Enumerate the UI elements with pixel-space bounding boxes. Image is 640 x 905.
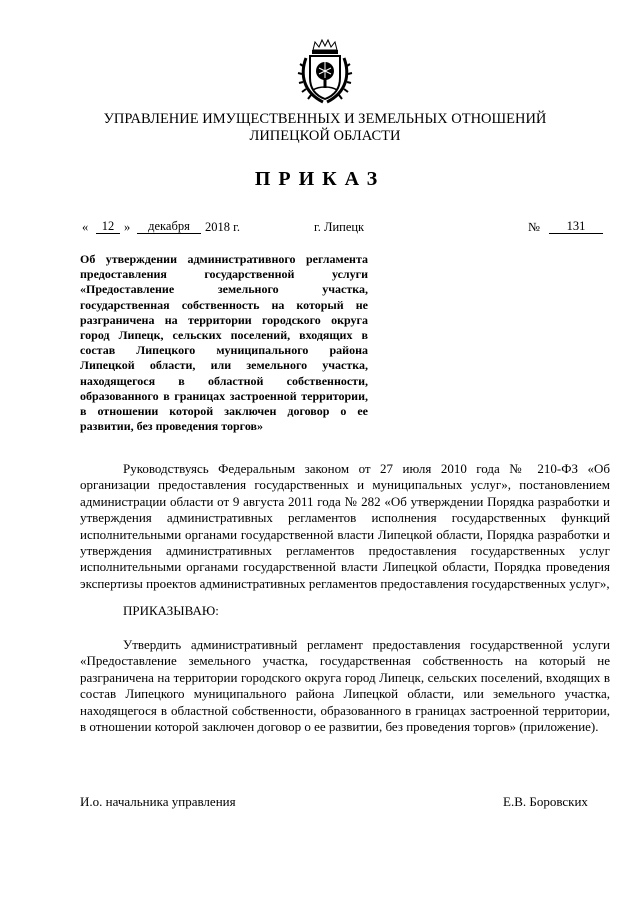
document-city: г. Липецк bbox=[314, 220, 365, 234]
preamble-paragraph: Руководствуясь Федеральным законом от 27 июля 2010 года № 210-ФЗ «Об организации предоставления государственных и муниципальных услуг», постановлением администрации области от 9 августа 2011 года № 282 «Об утверждении Порядка разработки и утверждения административных регламентов исполнения государственных функций исполнительными органами государственной власти Липецкой области, Порядка разработки и утверждения административных регламентов предоставления государственных услуг исполнительными органами государственной власти Липецкой области, Порядка проведения экспертизы проектов административных регламентов предоставления государственных услуг», bbox=[80, 461, 610, 591]
number-sign: № bbox=[528, 220, 540, 234]
date-month: декабря bbox=[137, 220, 201, 234]
signatory-name: Е.В. Боровских bbox=[503, 794, 588, 809]
document-subject: Об утверждении административного регламента предоставления государственной услуги «Предоставление земельного участка, государственная собственность на который не разграничена на территории городского округа город Липецк, сельских поселений, входящих в состав Липецкого муниципального района Липецкой области, или земельного участка, находящегося в областной собственности, образованного в границах застроенной территории, в отношении которой заключен договор о ее развитии, без проведения торгов» bbox=[80, 252, 368, 434]
organization-region: ЛИПЕЦКОЙ ОБЛАСТИ bbox=[249, 128, 401, 144]
date-year: 2018 г. bbox=[205, 220, 240, 234]
order-paragraph: Утвердить административный регламент предоставления государственной услуги «Предоставление земельного участка, государственная собственность на который не разграничена на территории городского округа город Липецк, сельских поселений, входящих в состав Липецкого муниципального района Липецкой области, или земельного участка, находящегося в областной собственности, образованного в границах застроенной территории, в отношении которой заключен договор о ее развитии, без проведения торгов» (приложение). bbox=[80, 637, 610, 735]
coat-of-arms-icon bbox=[297, 38, 353, 106]
document-title: ПРИКАЗ bbox=[254, 168, 386, 190]
date-day: 12 bbox=[96, 220, 120, 234]
date-quote-close: » bbox=[124, 220, 131, 234]
order-word: ПРИКАЗЫВАЮ: bbox=[123, 603, 219, 618]
organization-name: УПРАВЛЕНИЕ ИМУЩЕСТВЕННЫХ И ЗЕМЕЛЬНЫХ ОТНОШЕНИЙ bbox=[103, 111, 547, 127]
document-number: 131 bbox=[549, 220, 603, 234]
signatory-position: И.о. начальника управления bbox=[80, 794, 236, 809]
date-quote-open: « bbox=[82, 220, 89, 234]
